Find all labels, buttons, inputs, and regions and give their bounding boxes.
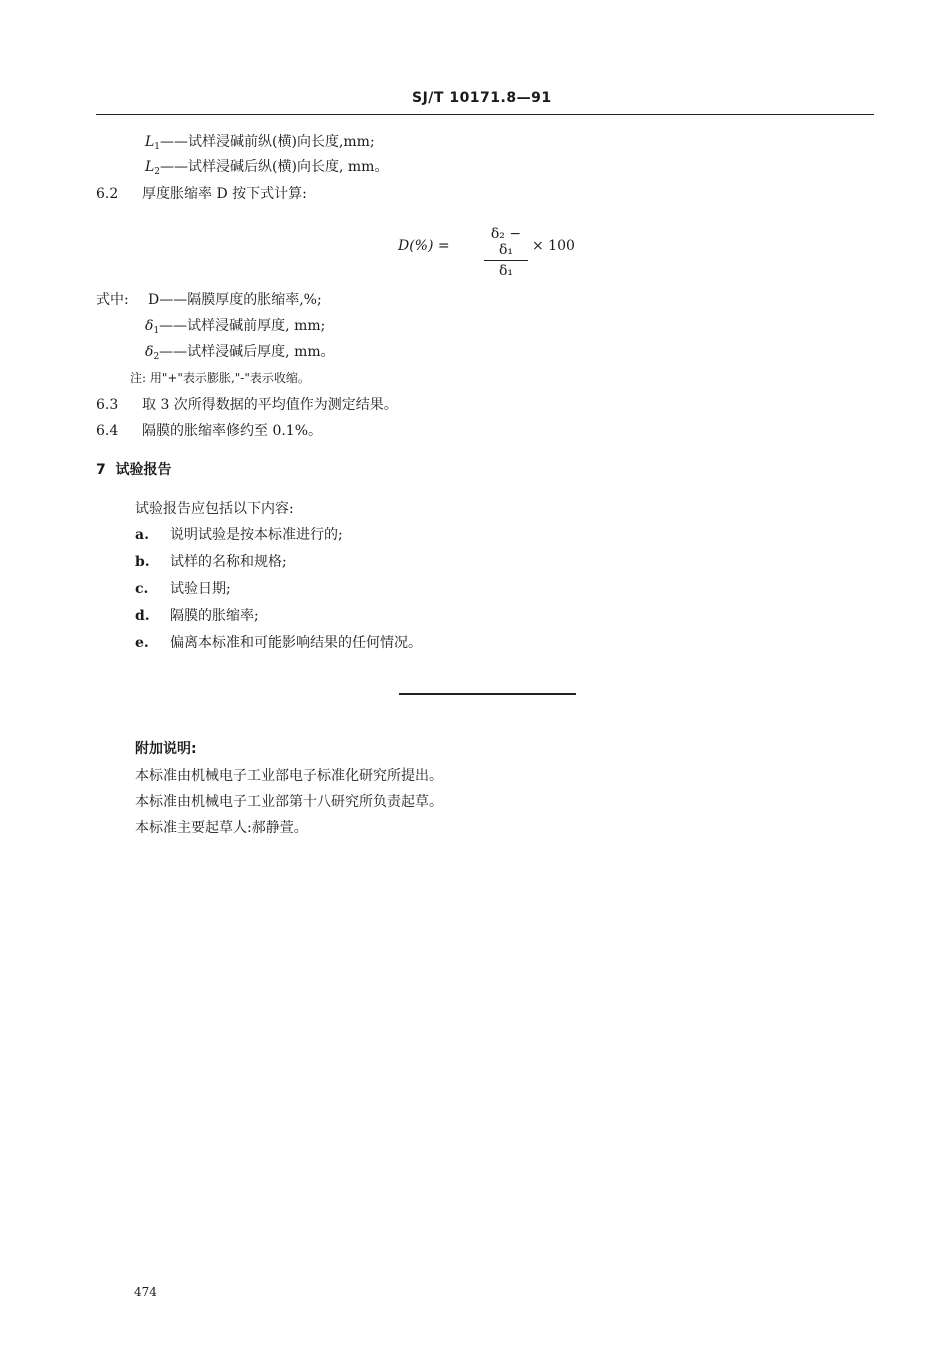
where-delta2-symbol: δ [145,344,154,360]
where-D-definition: D——隔膜厚度的胀缩率,%; [148,292,322,308]
def-L1 [145,132,375,157]
where-delta2-text: ——试样浸碱后厚度, mm。 [159,344,335,360]
def-L1-text: ——试样浸碱前纵(横)向长度,mm; [160,134,375,150]
report-item-b-label: b. [135,554,150,570]
section-6-4-text: 隔膜的胀缩率修约至 0.1%。 [142,423,323,439]
section-6-2-text: 厚度胀缩率 D 按下式计算: [142,186,307,202]
section-7-intro: 试验报告应包括以下内容: [135,501,294,517]
formula-fraction-bar [484,260,528,261]
header-code: SJ/T 10171.8—91 [412,90,552,106]
report-item-a-text: 说明试验是按本标准进行的; [170,527,343,543]
section-6-4-number: 6.4 [96,423,119,439]
def-L2 [145,157,388,182]
section-6-2-number: 6.2 [96,186,119,202]
formula-numerator: δ₂ − δ₁ [490,226,522,258]
report-item-a-label: a. [135,527,149,543]
report-item-e-text: 偏离本标准和可能影响结果的任何情况。 [170,635,422,651]
def-L2-symbol: L [145,159,155,175]
appendix-line-1: 本标准由机械电子工业部电子标准化研究所提出。 [135,768,443,784]
report-item-d-text: 隔膜的胀缩率; [170,608,259,624]
section-7-title: 7 试验报告 [96,462,172,478]
def-L1-sub: 1 [154,142,161,152]
appendix-line-2: 本标准由机械电子工业部第十八研究所负责起草。 [135,794,443,810]
report-item-c-label: c. [135,581,149,597]
def-L2-sub: 2 [154,167,161,177]
report-item-b-text: 试样的名称和规格; [170,554,287,570]
formula-denominator: δ₁ [498,263,514,279]
where-lead: 式中: [96,292,129,308]
section-6-3-number: 6.3 [96,397,119,413]
report-item-c-text: 试验日期; [170,581,231,597]
where-delta2 [145,342,335,367]
report-item-d-label: d. [135,608,150,624]
formula-lhs: D(%) = [398,238,450,254]
def-L1-symbol: L [145,134,155,150]
appendix-line-3: 本标准主要起草人:郝静萱。 [135,820,308,836]
formula-fraction [484,226,528,279]
where-delta1 [145,316,325,341]
appendix-title: 附加说明: [135,741,197,757]
end-rule [399,693,576,695]
report-item-e-label: e. [135,635,149,651]
where-delta2-sub: 2 [153,352,160,362]
formula-rhs: × 100 [532,238,575,254]
def-L2-text: ——试样浸碱后纵(横)向长度, mm。 [160,159,389,175]
formula-note: 注: 用"+"表示膨胀,"-"表示收缩。 [130,371,310,385]
section-6-3-text: 取 3 次所得数据的平均值作为测定结果。 [142,397,398,413]
where-delta1-sub: 1 [153,326,160,336]
header-rule [96,114,874,115]
page-number: 474 [134,1285,157,1299]
where-delta1-text: ——试样浸碱前厚度, mm; [159,318,326,334]
where-delta1-symbol: δ [145,318,154,334]
